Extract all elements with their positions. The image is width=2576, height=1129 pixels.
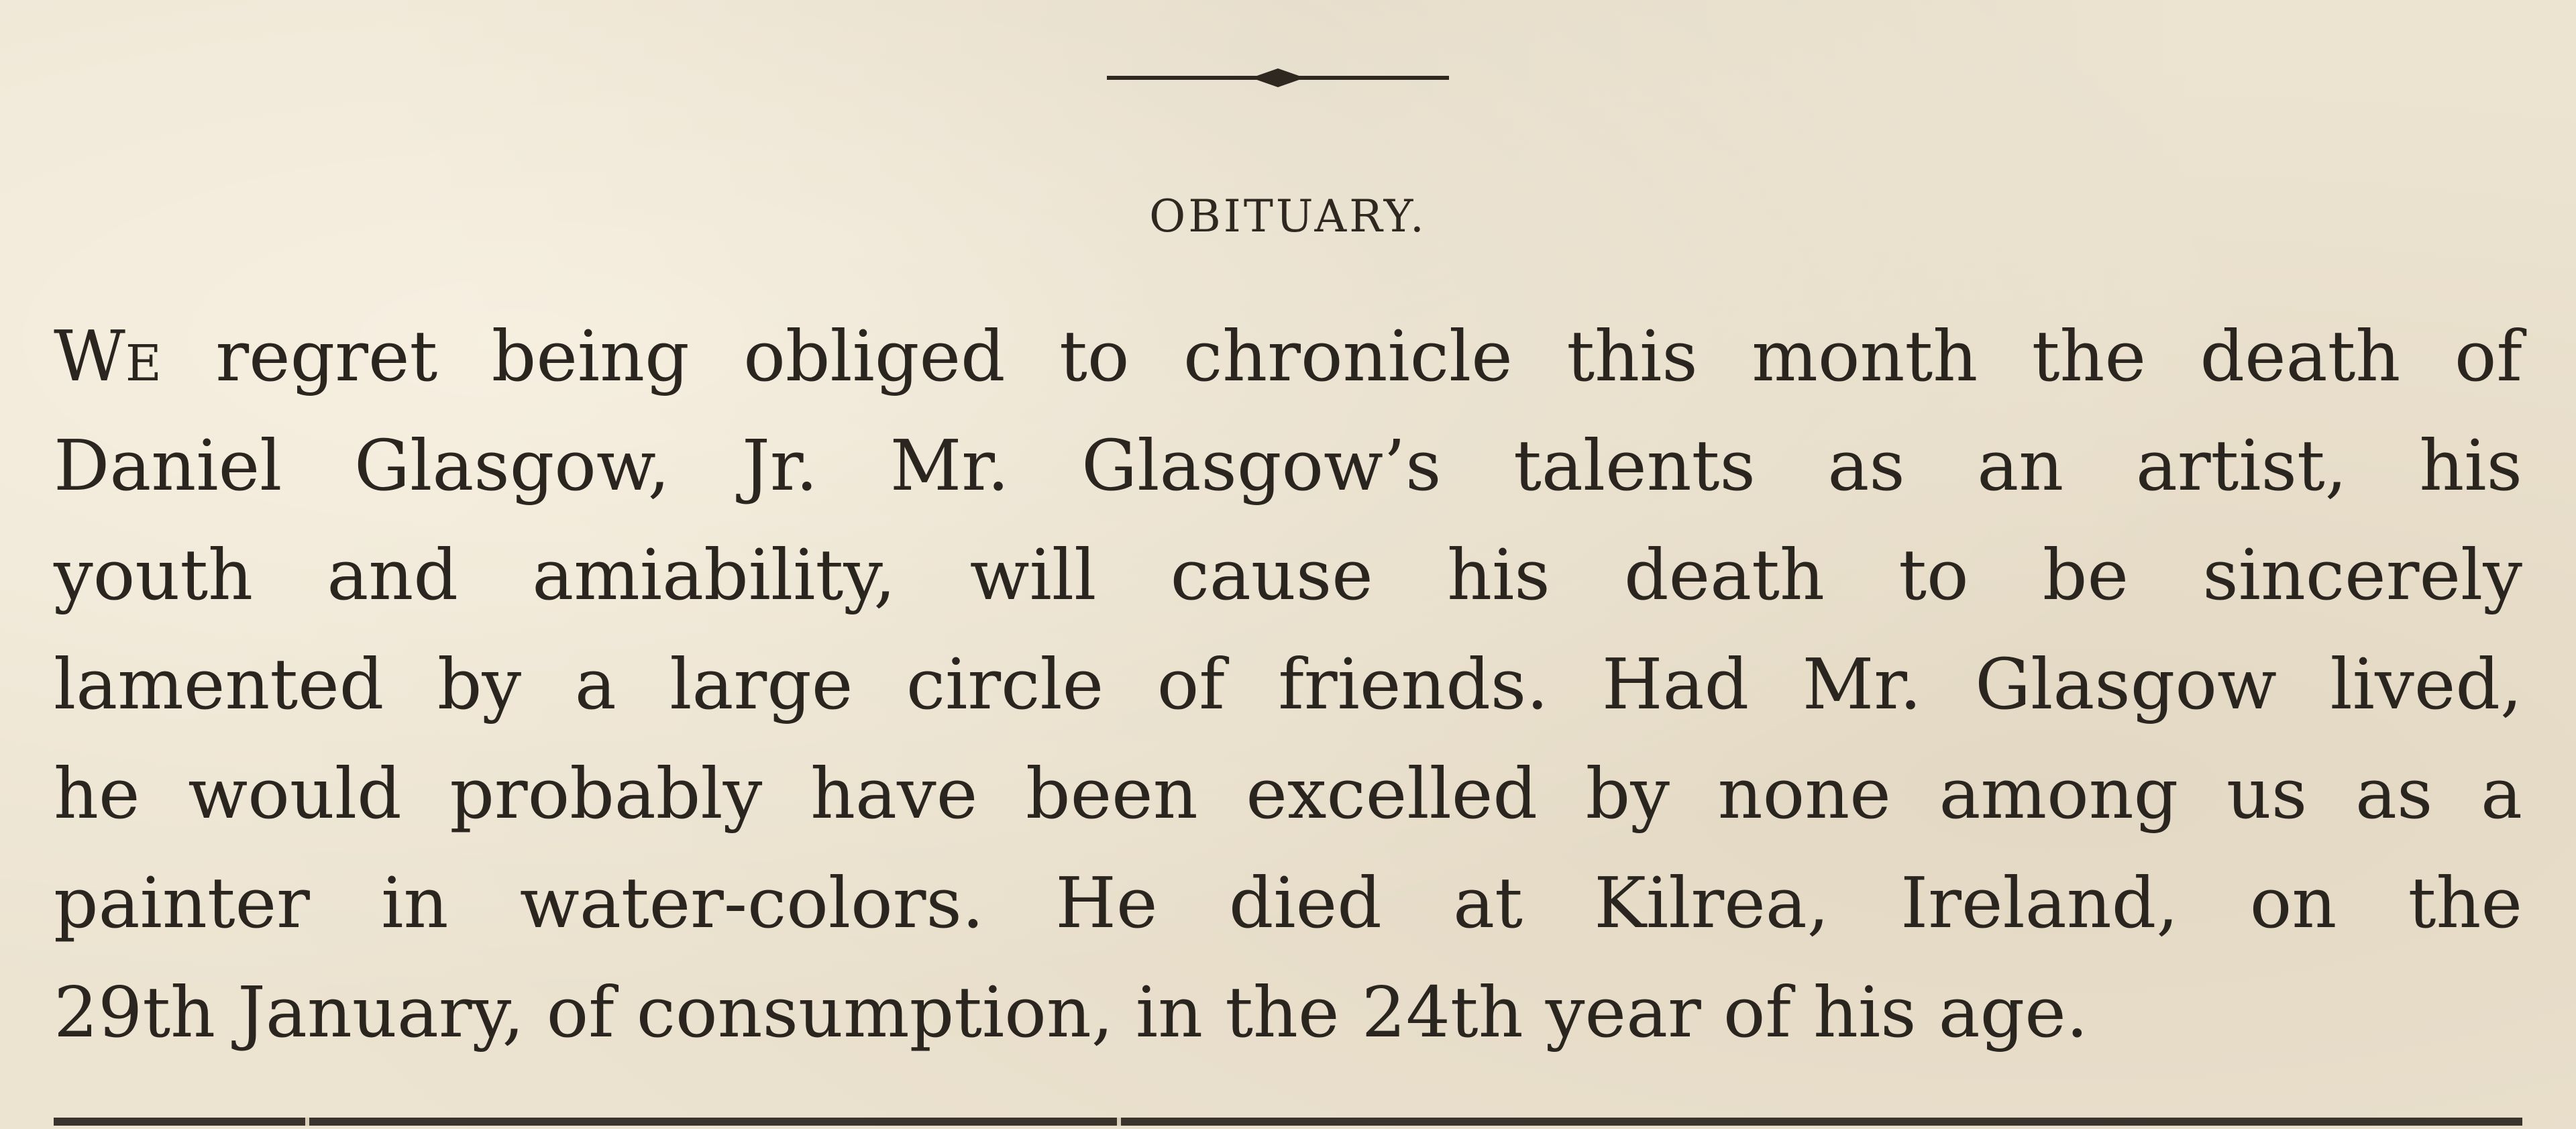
line-1-text: regret being obliged to chronicle this month the death of	[161, 315, 2522, 397]
paragraph-line-3: youth and amiability, will cause his death to be sincerely	[54, 534, 2522, 616]
bottom-rule-break	[305, 1118, 309, 1126]
bottom-rule-break	[1117, 1118, 1121, 1126]
paragraph-line-1	[54, 302, 2522, 411]
paragraph-line-6: painter in water-colors. He died at Kilrea, Ireland, on the	[54, 862, 2522, 944]
obituary-paragraph	[54, 302, 2522, 1067]
paragraph-line-5: he would probably have been excelled by none among us as a	[54, 753, 2522, 835]
dropcap-w: W	[54, 315, 125, 397]
paragraph-line-2: Daniel Glasgow, Jr. Mr. Glasgow’s talents as an artist, his	[54, 425, 2522, 506]
paragraph-line-4: lamented by a large circle of friends. Had Mr. Glasgow lived,	[54, 643, 2522, 725]
top-ornament-rule	[1107, 64, 1449, 91]
dropcap-small-caps: E	[125, 335, 162, 392]
obituary-heading: OBITUARY.	[1149, 191, 1427, 242]
bottom-rule	[54, 1118, 2522, 1126]
paragraph-line-7: 29th January, of consumption, in the 24th year of his age.	[54, 971, 2088, 1053]
